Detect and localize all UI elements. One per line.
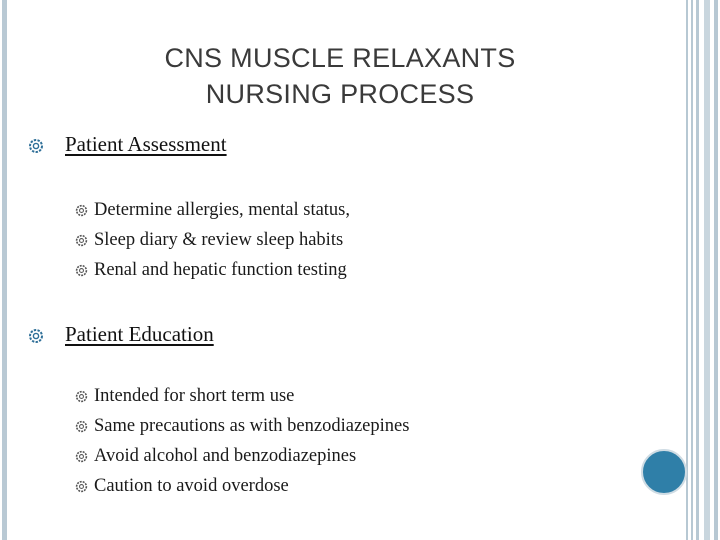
- gear-bullet-icon: [75, 204, 88, 217]
- slide-title-line-1: CNS MUSCLE RELAXANTS: [164, 43, 516, 73]
- list-item-text: Sleep diary & review sleep habits: [94, 230, 344, 250]
- section-heading: Patient Education: [65, 322, 214, 346]
- list-item-text: Avoid alcohol and benzodiazepines: [94, 446, 357, 466]
- gear-bullet-icon: [75, 480, 88, 493]
- slide-title: [100, 40, 580, 112]
- gear-bullet-icon: [28, 138, 44, 154]
- gear-bullet-icon: [75, 450, 88, 463]
- stripe: [714, 0, 718, 540]
- left-decorative-rule: [2, 0, 7, 540]
- stripe: [696, 0, 699, 540]
- stripe: [691, 0, 693, 540]
- gear-bullet-icon: [75, 264, 88, 277]
- list-item-text: Intended for short term use: [94, 386, 295, 406]
- right-decorative-stripes: [686, 0, 720, 540]
- gear-bullet-icon: [75, 234, 88, 247]
- list-item-text: Caution to avoid overdose: [94, 476, 289, 496]
- gear-bullet-icon: [75, 420, 88, 433]
- stripe: [686, 0, 688, 540]
- navigation-circle-button[interactable]: [641, 449, 687, 495]
- list-item-text: Determine allergies, mental status,: [94, 200, 351, 220]
- gear-bullet-icon: [75, 390, 88, 403]
- stripe: [704, 0, 710, 540]
- gear-bullet-icon: [28, 328, 44, 344]
- list-item-text: Renal and hepatic function testing: [94, 260, 347, 280]
- list-item-text: Same precautions as with benzodiazepines: [94, 416, 410, 436]
- section-heading: Patient Assessment: [65, 132, 227, 156]
- slide-title-line-2: NURSING PROCESS: [205, 79, 475, 109]
